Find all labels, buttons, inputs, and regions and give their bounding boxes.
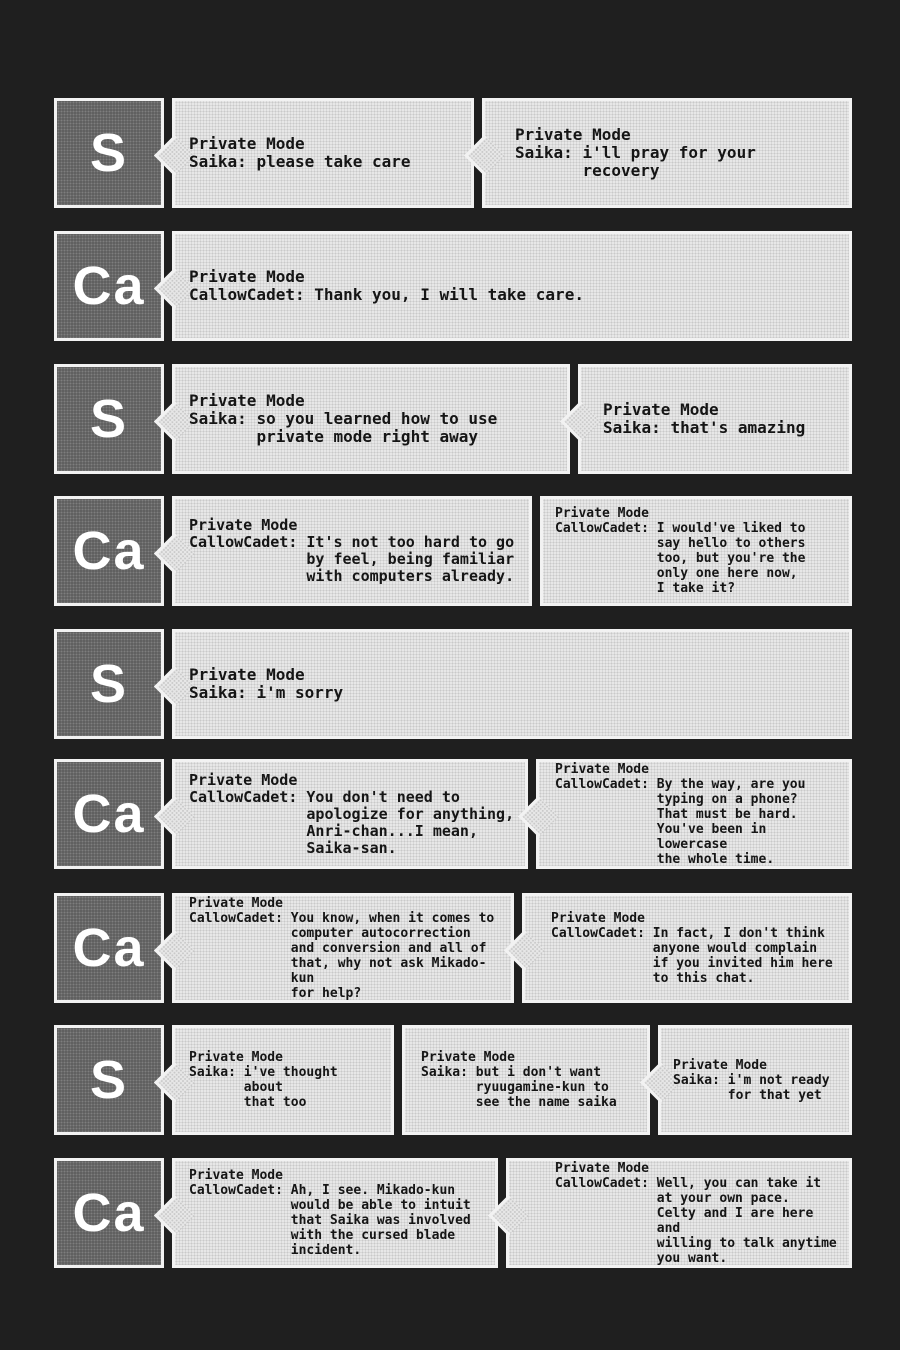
- speaker-name: CallowCadet: [189, 1183, 276, 1198]
- speaker-name: CallowCadet: [189, 285, 295, 304]
- mode-label: Private Mode: [189, 134, 305, 153]
- avatar-callowcadet: Ca: [54, 496, 164, 606]
- speaker-name: CallowCadet: [189, 787, 289, 806]
- chat-row: [54, 496, 852, 606]
- avatar-callowcadet: Ca: [54, 231, 164, 341]
- speaker-name: Saika: [189, 409, 238, 428]
- message-text: You don't need to apologize for anything, Anri-chan...I mean, Saika-san.: [306, 787, 515, 857]
- message-text: so you learned how to use private mode right away: [256, 409, 498, 446]
- message-bubble: Private Mode CallowCadet : You know, when it comes to computer autocorrection and conversion and all of that, why not ask Mikado-kun for help?: [172, 893, 514, 1003]
- message-text: i'm sorry: [256, 683, 344, 702]
- message-bubble: Private Mode CallowCadet : Well, you can take it at your own pace. Celty and I are here and willing to talk anytime you want.: [506, 1158, 852, 1268]
- chat-row: [54, 629, 852, 739]
- message-bubble: Private Mode Saika : so you learned how to use private mode right away: [172, 364, 570, 474]
- chat-row: [54, 364, 852, 474]
- avatar-saika: S: [54, 629, 164, 739]
- mode-label: Private Mode: [189, 1168, 283, 1183]
- chat-row: [54, 893, 852, 1003]
- message-bubble: Private Mode Saika : i'm not ready for that yet: [658, 1025, 852, 1135]
- chat-row: [54, 98, 852, 208]
- avatar-saika: S: [54, 98, 164, 208]
- message-text: By the way, are you typing on a phone? That must be hard. You've been in lowercase the whole time.: [656, 776, 806, 867]
- avatar-saika: S: [54, 364, 164, 474]
- chat-row: [54, 759, 852, 869]
- speaker-name: CallowCadet: [555, 1175, 642, 1191]
- speaker-name: Saika: [189, 152, 238, 171]
- message-text: Thank you, I will take care.: [314, 285, 584, 304]
- message-bubble: Private Mode CallowCadet : It's not too hard to go by feel, being familiar with computers already.: [172, 496, 532, 606]
- avatar-callowcadet: Ca: [54, 1158, 164, 1268]
- mode-label: Private Mode: [189, 895, 283, 911]
- mode-label: Private Mode: [603, 400, 719, 419]
- mode-label: Private Mode: [189, 267, 305, 286]
- mode-label: Private Mode: [421, 1050, 515, 1065]
- speaker-name: Saika: [421, 1065, 461, 1080]
- message-bubble: Private Mode CallowCadet : You don't need to apologize for anything, Anri-chan...I mean, Saika-san.: [172, 759, 528, 869]
- message-text: but i don't want ryuugamine-kun to see the name saika: [475, 1065, 617, 1110]
- speaker-name: Saika: [189, 1065, 229, 1080]
- message-bubble: Private Mode CallowCadet : Thank you, I will take care.: [172, 231, 852, 341]
- message-bubble: Private Mode CallowCadet : In fact, I don't think anyone would complain if you invited him here to this chat.: [522, 893, 852, 1003]
- mode-label: Private Mode: [555, 506, 649, 521]
- message-text: I would've liked to say hello to others too, but you're the only one here now, I take it?: [656, 521, 806, 596]
- mode-label: Private Mode: [515, 125, 631, 144]
- message-bubble: Private Mode Saika : i've thought about that too: [172, 1025, 394, 1135]
- message-text: In fact, I don't think anyone would complain if you invited him here to this chat.: [652, 925, 833, 986]
- speaker-name: CallowCadet: [189, 910, 276, 926]
- message-bubble: Private Mode Saika : please take care: [172, 98, 474, 208]
- message-text: i'll pray for your recovery: [582, 143, 756, 180]
- speaker-name: CallowCadet: [555, 776, 642, 792]
- mode-label: Private Mode: [189, 770, 298, 789]
- message-text: Ah, I see. Mikado-kun would be able to intuit that Saika was involved with the cursed blade incident.: [290, 1183, 471, 1258]
- message-bubble: Private Mode Saika : i'll pray for your recovery: [482, 98, 852, 208]
- mode-label: Private Mode: [555, 761, 649, 777]
- avatar-callowcadet: Ca: [54, 759, 164, 869]
- chat-row: [54, 1025, 852, 1135]
- chat-row: [54, 1158, 852, 1268]
- mode-label: Private Mode: [551, 910, 645, 926]
- speaker-name: Saika: [189, 683, 238, 702]
- message-bubble: Private Mode Saika : i'm sorry: [172, 629, 852, 739]
- mode-label: Private Mode: [673, 1057, 767, 1073]
- chat-row: [54, 231, 852, 341]
- message-text: It's not too hard to go by feel, being familiar with computers already.: [306, 533, 515, 585]
- message-bubble: Private Mode Saika : but i don't want ryuugamine-kun to see the name saika: [402, 1025, 650, 1135]
- message-text: please take care: [256, 152, 411, 171]
- message-bubble: Private Mode CallowCadet : Ah, I see. Mikado-kun would be able to intuit that Saika was involved with the cursed blade incident.: [172, 1158, 498, 1268]
- avatar-saika: S: [54, 1025, 164, 1135]
- mode-label: Private Mode: [189, 391, 305, 410]
- message-bubble: Private Mode CallowCadet : I would've liked to say hello to others too, but you're the only one here now, I take it?: [540, 496, 852, 606]
- speaker-name: CallowCadet: [189, 533, 289, 551]
- message-bubble: Private Mode CallowCadet : By the way, are you typing on a phone? That must be hard. You've been in lowercase the whole time.: [536, 759, 852, 869]
- speaker-name: CallowCadet: [555, 521, 642, 536]
- speaker-name: Saika: [515, 143, 564, 162]
- message-text: You know, when it comes to computer autocorrection and conversion and all of that, why not ask Mikado-kun for help?: [290, 910, 495, 1001]
- speaker-name: Saika: [603, 418, 652, 437]
- speaker-name: Saika: [673, 1072, 713, 1088]
- mode-label: Private Mode: [555, 1160, 649, 1176]
- message-text: i'm not ready for that yet: [727, 1072, 830, 1103]
- avatar-callowcadet: Ca: [54, 893, 164, 1003]
- message-text: i've thought about that too: [243, 1065, 338, 1110]
- message-text: that's amazing: [670, 418, 806, 437]
- message-bubble: Private Mode Saika : that's amazing: [578, 364, 852, 474]
- mode-label: Private Mode: [189, 665, 305, 684]
- message-text: Well, you can take it at your own pace. Celty and I are here and willing to talk anytime you want.: [656, 1175, 837, 1266]
- speaker-name: CallowCadet: [551, 925, 638, 941]
- mode-label: Private Mode: [189, 516, 298, 534]
- mode-label: Private Mode: [189, 1050, 283, 1065]
